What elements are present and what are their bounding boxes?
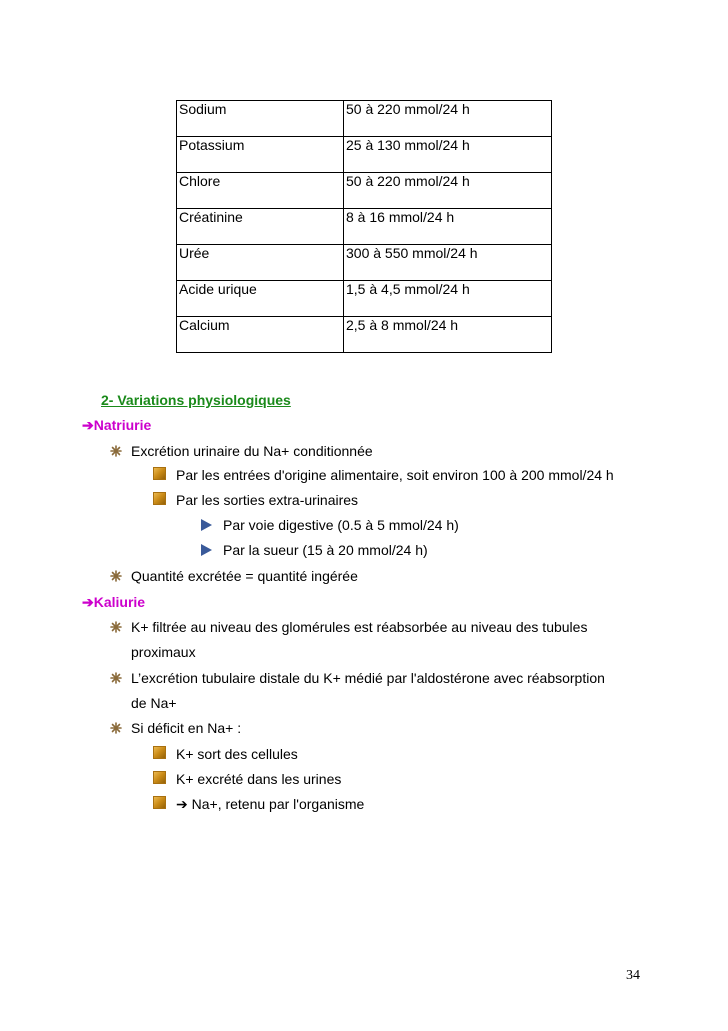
table-row: [177, 137, 552, 173]
heading-text: Kaliurie: [93, 594, 146, 610]
list-item: Par les sorties extra-urinaires: [176, 492, 359, 508]
list-item: Si déficit en Na+ :: [131, 720, 242, 736]
square-bullet-icon: [153, 492, 166, 505]
section-title: 2- Variations physiologiques: [101, 392, 291, 408]
square-bullet-icon: [153, 746, 166, 759]
star-bullet-icon: [110, 445, 122, 457]
triangle-bullet-icon: [201, 544, 212, 556]
heading-text: Natriurie: [93, 417, 152, 433]
square-bullet-icon: [153, 467, 166, 480]
arrow-right-icon: ➔: [82, 417, 94, 433]
square-bullet-icon: [153, 796, 166, 809]
star-bullet-icon: [110, 672, 122, 684]
list-item: L’excrétion tubulaire distale du K+ médié par l'aldostérone avec réabsorption: [131, 670, 605, 686]
table-cell-value: 300 à 550 mmol/24 h: [344, 245, 552, 281]
list-item: K+ excrété dans les urines: [176, 771, 342, 787]
table-row: [177, 101, 552, 137]
list-item: Par la sueur (15 à 20 mmol/24 h): [223, 542, 428, 558]
list-item: K+ filtrée au niveau des glomérules est réabsorbée au niveau des tubules: [131, 619, 588, 635]
square-bullet-icon: [153, 771, 166, 784]
table-cell-label: Créatinine: [177, 209, 344, 245]
list-item: K+ sort des cellules: [176, 746, 298, 762]
list-item: ➔ Na+, retenu par l'organisme: [176, 796, 365, 812]
table-cell-label: Chlore: [177, 173, 344, 209]
reference-values-table: [176, 100, 552, 353]
list-item: Par les entrées d'origine alimentaire, soit environ 100 à 200 mmol/24 h: [176, 467, 614, 483]
table-cell-value: 25 à 130 mmol/24 h: [344, 137, 552, 173]
natriurie-heading: [82, 416, 151, 434]
table-cell-label: Acide urique: [177, 281, 344, 317]
triangle-bullet-icon: [201, 519, 212, 531]
table-cell-value: 1,5 à 4,5 mmol/24 h: [344, 281, 552, 317]
table-cell-label: Urée: [177, 245, 344, 281]
star-bullet-icon: [110, 570, 122, 582]
list-item-continuation: de Na+: [131, 695, 177, 711]
table-cell-value: 2,5 à 8 mmol/24 h: [344, 317, 552, 353]
table-cell-label: Potassium: [177, 137, 344, 173]
list-item: Excrétion urinaire du Na+ conditionnée: [131, 443, 373, 459]
list-item-continuation: proximaux: [131, 644, 196, 660]
list-item: Par voie digestive (0.5 à 5 mmol/24 h): [223, 517, 459, 533]
table-cell-label: Sodium: [177, 101, 344, 137]
table-cell-value: 50 à 220 mmol/24 h: [344, 173, 552, 209]
table-cell-value: 50 à 220 mmol/24 h: [344, 101, 552, 137]
star-bullet-icon: [110, 621, 122, 633]
table-row: [177, 281, 552, 317]
table-cell-value: 8 à 16 mmol/24 h: [344, 209, 552, 245]
table-row: [177, 245, 552, 281]
table-row: [177, 173, 552, 209]
page-number: 34: [626, 968, 640, 983]
table-row: [177, 209, 552, 245]
table-cell-label: Calcium: [177, 317, 344, 353]
list-item: Quantité excrétée = quantité ingérée: [131, 568, 358, 584]
kaliurie-heading: [82, 593, 145, 611]
table-row: [177, 317, 552, 353]
star-bullet-icon: [110, 722, 122, 734]
arrow-right-icon: ➔: [82, 594, 94, 610]
